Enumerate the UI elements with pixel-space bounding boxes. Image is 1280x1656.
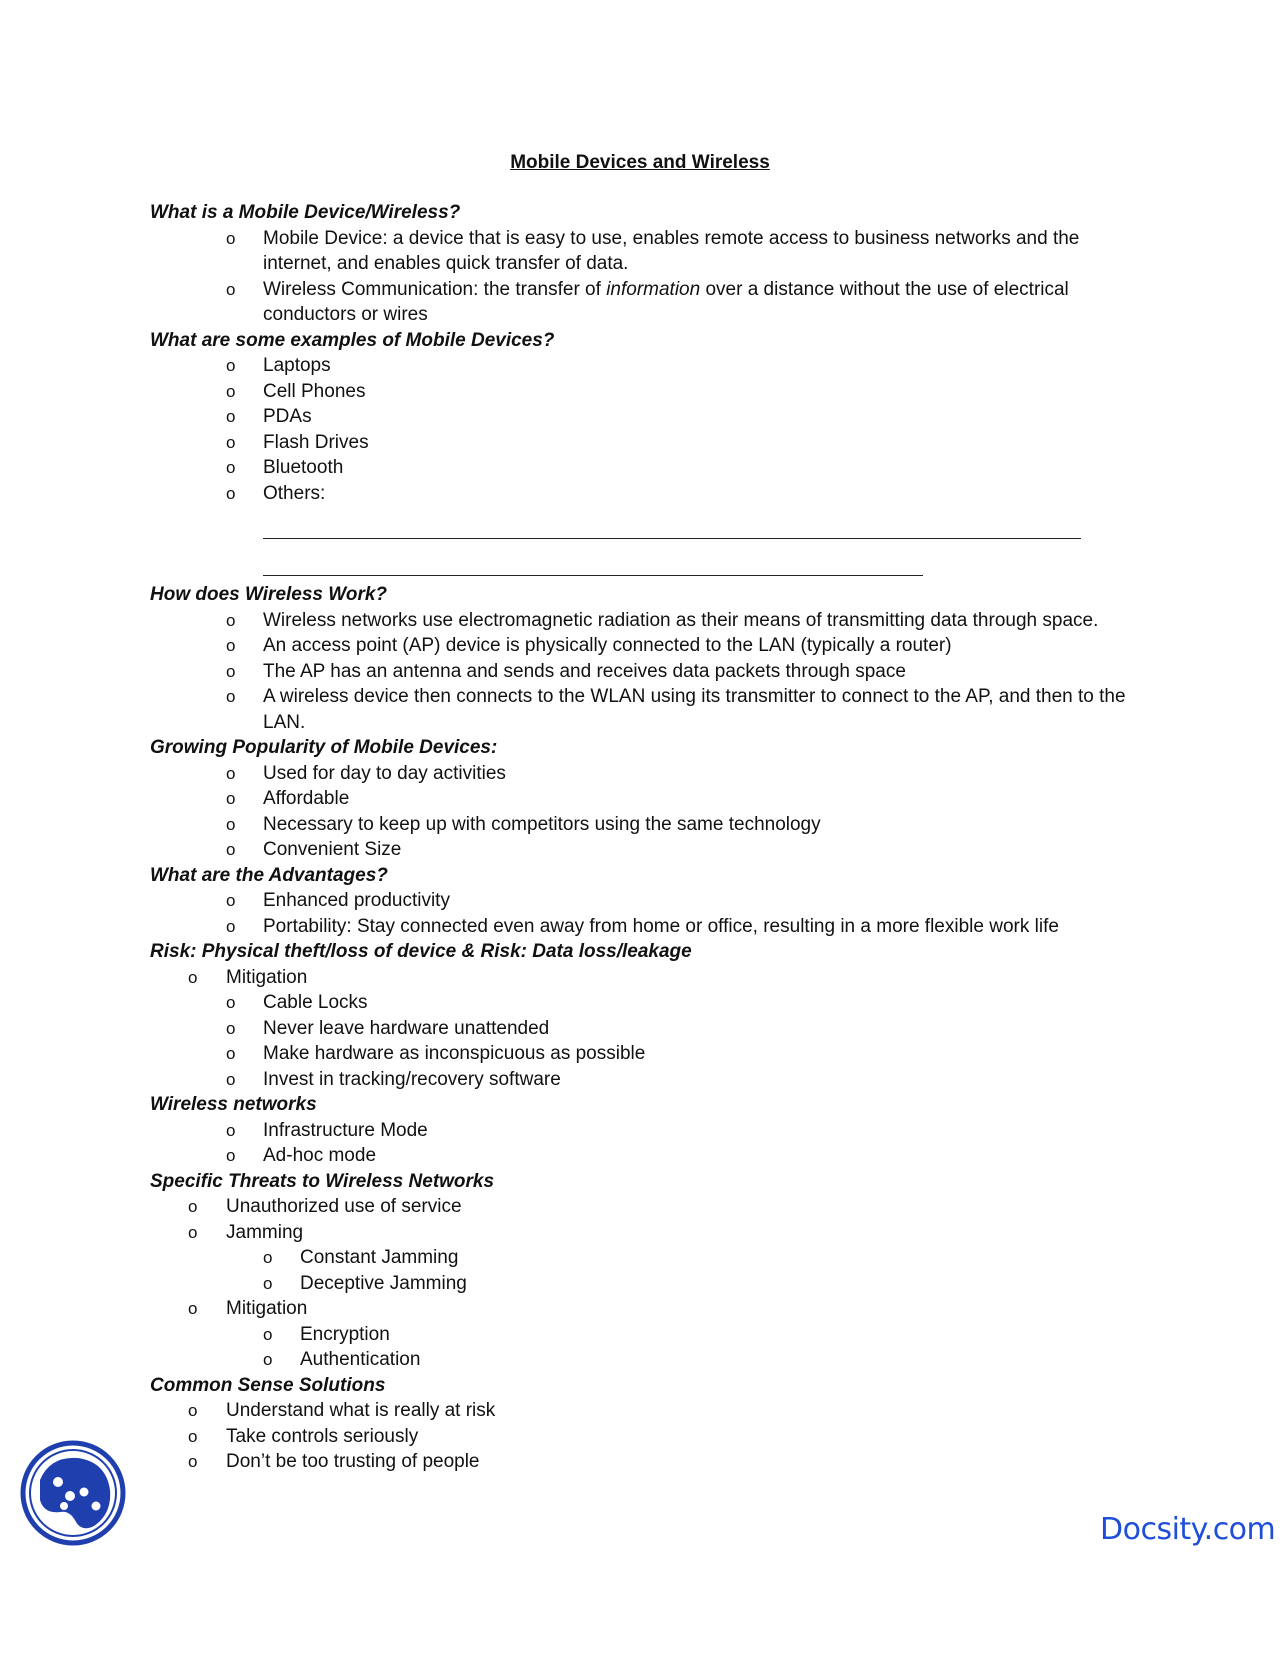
list-item-text: Mitigation [226,1298,308,1319]
docsity-brand-link[interactable]: Docsity.com [1100,1512,1276,1547]
bullet-icon: o [226,228,236,248]
docsity-logo-icon[interactable] [20,1440,126,1546]
list-item-text: Bluetooth [263,457,344,478]
list-item [150,1220,1150,1246]
list-item-text: Understand what is really at risk [226,1400,496,1421]
list-item-text: Deceptive Jamming [300,1272,467,1294]
list-item-text: Infrastructure Mode [263,1119,428,1141]
list-item-text: An access point (AP) device is physically connected to the LAN (typically a router) [263,635,952,656]
bullet-icon: o [263,1248,273,1267]
list-item-text: Authentication [300,1349,421,1370]
bullet-icon: o [226,1044,236,1063]
bullet-icon: o [226,993,236,1012]
list-item-text: Wireless networks use electromagnetic radiation as their means of transmitting data through space. [263,609,1099,631]
fill-in-blanks [150,506,1150,582]
bullet-icon: o [226,814,236,834]
list-item [150,1296,1150,1322]
list-item [150,1245,1150,1271]
section-heading: Growing Popularity of Mobile Devices: [150,737,498,758]
italic-term: information [606,278,701,300]
list-item [150,1347,1150,1373]
list-item-text: Don’t be too trusting of people [226,1451,480,1472]
list-item [150,353,1150,379]
section-heading: Specific Threats to Wireless Networks [150,1170,495,1192]
list-item-text: A wireless device then connects to the WLAN using its transmitter to connect to the AP, and then to the LAN. [263,686,1126,733]
bullet-icon: o [226,483,236,503]
list-item-text: Invest in tracking/recovery software [263,1068,561,1090]
list-item-text: Wireless Communication: the transfer of [263,278,607,300]
bullet-icon: o [226,840,236,859]
list-item [150,1271,1150,1297]
list-item [150,430,1150,456]
bullet-icon: o [226,279,236,299]
bullet-icon: o [188,1426,198,1446]
bullet-icon: o [226,610,236,630]
list-item [150,277,1150,328]
list-item [150,761,1150,787]
bullet-icon: o [226,432,236,452]
bullet-icon: o [188,967,198,987]
list-item-text: PDAs [263,406,312,427]
list-item-text: Ad-hoc mode [263,1145,377,1166]
bullet-icon: o [188,1401,198,1420]
section-heading: What is a Mobile Device/Wireless? [150,202,461,223]
list-item [150,1016,1150,1042]
bullet-icon: o [226,661,236,681]
list-item-text: Enhanced productivity [263,890,450,911]
list-item [150,684,1150,735]
section-heading: What are some examples of Mobile Devices? [150,329,555,351]
list-item-text: Encryption [300,1323,390,1345]
list-item [150,965,1150,991]
section-heading: Common Sense Solutions [150,1374,386,1396]
list-item [150,379,1150,405]
document-body [150,200,1150,1475]
list-item [150,1194,1150,1220]
list-item-text: Cable Locks [263,992,368,1013]
section-heading: How does Wireless Work? [150,584,388,605]
bullet-icon: o [226,763,236,783]
list-item-text: Constant Jamming [300,1247,459,1268]
bullet-icon: o [226,636,236,655]
list-item [150,1449,1150,1475]
list-item-text: Portability: Stay connected even away from home or office, resulting in a more flexible work life [263,915,1059,937]
list-item-text: Laptops [263,355,331,376]
list-item [150,1067,1150,1093]
bullet-icon: o [188,1299,198,1318]
list-item [150,837,1150,863]
list-item [150,1143,1150,1169]
blank-answer-line[interactable] [263,514,1081,539]
list-item [150,226,1150,277]
list-item-text: over a distance without the use of electrical conductors or wires [263,278,1069,325]
list-item-text: Used for day to day activities [263,762,506,784]
list-item [150,914,1150,940]
bullet-icon: o [263,1350,273,1369]
list-item [150,786,1150,812]
bullet-icon: o [226,1120,236,1140]
list-item-text: Mitigation [226,966,308,988]
bullet-icon: o [226,407,236,426]
bullet-icon: o [226,1018,236,1038]
list-item-text: Jamming [226,1221,304,1243]
bullet-icon: o [226,789,236,808]
list-item-text: Convenient Size [263,839,402,860]
list-item-text: Cell Phones [263,380,366,402]
bullet-icon: o [226,356,236,375]
list-item-text: Take controls seriously [226,1425,419,1447]
list-item [150,812,1150,838]
bullet-icon: o [226,458,236,477]
list-item-text: Others: [263,482,326,504]
section-heading: Wireless networks [150,1094,317,1115]
list-item [150,633,1150,659]
bullet-icon: o [226,381,236,401]
list-item-text: Unauthorized use of service [226,1196,462,1217]
bullet-icon: o [188,1452,198,1471]
list-item-text: Flash Drives [263,431,369,453]
list-item [150,404,1150,430]
section-heading: What are the Advantages? [150,864,388,886]
blank-answer-line[interactable] [263,551,923,576]
list-item [150,990,1150,1016]
document-title: Mobile Devices and Wireless [510,152,770,173]
list-item [150,888,1150,914]
list-item-text: The AP has an antenna and sends and receives data packets through space [263,660,906,682]
list-item [150,1424,1150,1450]
bullet-icon: o [226,891,236,910]
bullet-icon: o [226,1069,236,1089]
bullet-icon: o [226,687,236,706]
list-item-text: Never leave hardware unattended [263,1017,550,1039]
list-item [150,659,1150,685]
list-item-text: Make hardware as inconspicuous as possible [263,1043,646,1064]
list-item [150,1118,1150,1144]
list-item [150,481,1150,507]
bullet-icon: o [263,1324,273,1344]
list-item-text: Mobile Device: a device that is easy to use, enables remote access to business networks and the internet, and enables quick transfer of data. [263,227,1080,274]
bullet-icon: o [188,1222,198,1242]
section-heading: Risk: Physical theft/loss of device & Risk: Data loss/leakage [150,941,692,962]
list-item-text: Necessary to keep up with competitors using the same technology [263,813,821,835]
list-item [150,1322,1150,1348]
list-item [150,1041,1150,1067]
list-item [150,455,1150,481]
list-item [150,608,1150,634]
list-item [150,1398,1150,1424]
list-item-text: Affordable [263,788,350,809]
bullet-icon: o [226,916,236,936]
bullet-icon: o [188,1197,198,1216]
bullet-icon: o [226,1146,236,1165]
bullet-icon: o [263,1273,273,1293]
